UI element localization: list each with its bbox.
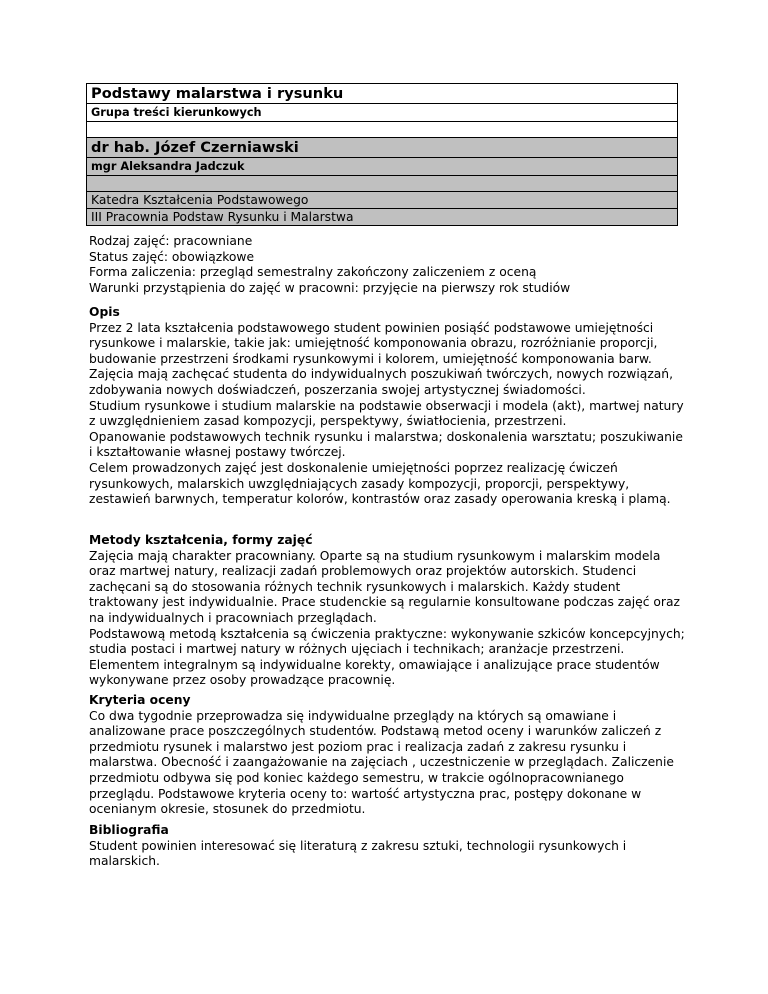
section-criteria [89,693,689,818]
section-paragraph: Zajęcia mają charakter pracowniany. Oparte są na studium rysunkowym i malarskim modela oraz martwej natury, realizacji zadań problemowych oraz projektów autorskich. Studenci zachęcani są do stosowania różnych technik rysunkowych i malarskich. Każdy student traktowany jest indywidualnie. Prace studenckie są regularnie konsultowane podczas zajęć oraz na indywidualnych i pracowniach przeglądach. [89,548,680,625]
section-paragraph: Opanowanie podstawowych technik rysunku i malarstwa; doskonalenia warsztatu; poszukiwanie i kształtowanie własnej postawy twórczej. [89,429,683,460]
meta-status: Status zajęć: obowiązkowe [89,249,255,264]
section-paragraph: Przez 2 lata kształcenia podstawowego student powinien posiąść podstawowe umiejętności rysunkowe i malarskie, takie jak: umiejętność komponowania obrazu, rozróżnianie proporcji, budowanie przestrzeni środkami rysunkowymi i kolorem, umiejętność komponowania barw. Zajęcia mają zachęcać studenta do indywidualnych poszukiwań twórczych, nowych rozwiązań, zdobywania nowych doświadczeń, poszerzania swojej artystycznej świadomości. [89,320,674,397]
empty-gray-row [87,176,678,192]
meta-conditions: Warunki przystąpienia do zajęć w pracowni: przyjęcie na pierwszy rok studiów [89,280,571,295]
section-methods [89,533,689,689]
section-description [89,305,689,508]
department-name: Katedra Kształcenia Podstawowego [87,192,678,209]
studio-name: III Pracownia Podstaw Rysunku i Malarstwa [87,209,678,226]
empty-row [87,122,678,138]
lecturer-name: dr hab. Józef Czerniawski [87,138,678,158]
section-heading: Bibliografia [89,823,169,837]
section-paragraph: Celem prowadzonych zajęć jest doskonalenie umiejętności poprzez realizację ćwiczeń rysunkowych, malarskich uwzględniających zasady kompozycji, proporcji, perspektywy, zestawień barwnych, temperatur kolorów, kontrastów oraz zasady operowania kreską i plamą. [89,460,671,507]
section-heading: Kryteria oceny [89,693,191,707]
section-heading: Metody kształcenia, formy zajęć [89,533,313,547]
assistant-name: mgr Aleksandra Jadczuk [87,158,678,176]
section-paragraph: Student powinien interesować się literaturą z zakresu sztuki, technologii rysunkowych i malarskich. [89,838,627,869]
section-bibliography [89,823,689,870]
course-group: Grupa treści kierunkowych [87,104,678,122]
section-heading: Opis [89,305,120,319]
meta-type: Rodzaj zajęć: pracowniane [89,234,253,248]
section-paragraph: Studium rysunkowe i studium malarskie na podstawie obserwacji i modela (akt), martwej natury z uwzględnieniem zasad kompozycji, perspektywy, światłocienia, przestrzeni. [89,398,684,429]
section-paragraph: Podstawową metodą kształcenia są ćwiczenia praktyczne: wykonywanie szkiców koncepcyjnych; studia postaci i martwej natury w różnych ujęciach i technikach; aranżacje przestrzeni. Elementem integralnym są indywidualne korekty, omawiające i analizujące prace studentów wykonywane przez osoby prowadzące pracownię. [89,626,685,688]
course-meta [89,234,689,296]
meta-assessment: Forma zaliczenia: przegląd semestralny zakończony zaliczeniem z oceną [89,265,537,280]
course-title: Podstawy malarstwa i rysunku [87,84,678,104]
section-paragraph: Co dwa tygodnie przeprowadza się indywidualne przeglądy na których są omawiane i analizowane prace poszczególnych studentów. Podstawą metod oceny i warunków zaliczeń z przedmiotu rysunek i malarstwo jest poziom prac i realizacja zadań z zakresu rysunku i malarstwa. Obecność i zaangażowanie na zajęciach , uczestniczenie w przeglądach. Zaliczenie przedmiotu odbywa się pod koniec każdego semestru, w trakcie ogólnopracownianego przeglądu. Podstawowe kryteria oceny to: wartość artystyczna prac, postępy dokonane w ocenianym okresie, stosunek do przedmiotu. [89,708,674,817]
course-header-table [86,83,678,226]
